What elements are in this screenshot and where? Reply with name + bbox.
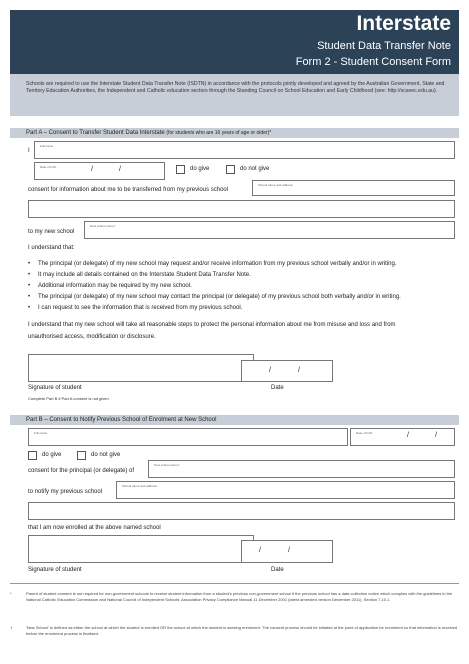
list-item: • The principal (or delegate) of my new school may request and/or receive information from my previous school verbally and/or in writing. [28,259,401,270]
full-name-hint: Full name [40,144,54,148]
do-not-give-label: do not give [240,166,270,172]
part-a-title: Part A – Consent to Transfer Student Data Interstate [26,130,165,136]
footnote-consent [10,591,459,615]
part-b-previous-school-field[interactable] [116,481,455,499]
notify-text: to notify my previous school [28,489,103,495]
intro-text: Schools are required to use the Interstate Student Data Transfer Note (ISDTN) in accordance with the protocols jointly developed and agreed by the Australian Government, State and Territory Education Authorities, the Independent and Catholic education sectors through the Standing Council on School Education and Early Childhood (see: http://scseec.edu.au). [26,81,445,94]
footnote-new-school [10,625,459,643]
footnote-mark: † [10,625,13,630]
date-separator: / [269,367,271,374]
date-label: Date [271,567,284,573]
part-a-note: (for students who are 16 years of age or older)* [166,130,272,136]
list-item: • It may include all details contained on the Interstate Student Data Transfer Note. [28,270,401,281]
do-not-give-label: do not give [91,452,121,458]
list-item: • I can request to see the information that is received from my previous school. [28,303,401,314]
form-header [10,10,459,74]
part-b-do-give-checkbox[interactable] [28,451,37,460]
dob-hint: Date of birth [356,431,373,435]
footnote-mark: * [10,591,12,596]
understand-label: I understand that: [28,245,75,251]
part-b-signature-field[interactable] [28,535,254,563]
part-b-dob-field[interactable] [350,428,455,446]
part-a-previous-school-field[interactable] [252,180,455,196]
part-b-new-school-field[interactable] [148,460,455,478]
new-school-hint: New school name† [90,224,116,228]
footnote-text: Parent of student consent is not required for non-government schools to receive student information from a student's previous non-government school if the previous school has a data collection notice which complies with the guidelines in the National Catholic Education Commission and National Council of Independent Schools' Association Privacy Compliance Manual 11 December 2001 (latest amended version December 2011), Section 7.10.1. [26,591,453,602]
list-item: • Additional information may be required by my new school. [28,281,401,292]
dob-hint: Date of birth [40,165,57,169]
consent-principal-text: consent for the principal (or delegate) of [28,468,135,474]
list-item: • The principal (or delegate) of my new school may contact the principal (or delegate) of my previous school both verbally and/or in writing. [28,292,401,303]
understanding-list [28,259,401,314]
form-number: Form 2 - Student Consent Form [295,56,451,68]
form-subtitle: Student Data Transfer Note [317,40,451,52]
part-a-dob-field[interactable] [34,162,165,180]
date-separator: / [288,547,290,554]
protect-text-line2: unauthorised access, modification or disclosure. [28,334,156,340]
intro-panel [10,74,459,116]
part-a-heading [10,128,459,138]
date-label: Date [271,385,284,391]
full-name-hint: Full name [34,431,48,435]
consent-text: consent for information about me to be transferred from my previous school [28,187,229,193]
footnote-divider [10,583,459,584]
protect-text-line1: I understand that my new school will take all reasonable steps to protect the personal information about me from misuse and loss and from [28,322,396,328]
dob-separator: / [119,166,121,173]
part-a-date-field[interactable] [241,360,333,382]
complete-part-b-note: Complete Part B if Part A consent is not given [28,396,109,401]
part-b-previous-school-field-line2[interactable] [28,502,455,520]
new-school-hint: New school name† [154,463,180,467]
date-separator: / [298,367,300,374]
date-separator: / [259,547,261,554]
part-a-previous-school-field-line2[interactable] [28,200,455,218]
part-a-do-give-checkbox[interactable] [176,165,185,174]
part-b-heading [10,415,459,425]
dob-separator: / [407,432,409,439]
school-address-hint: School name and address [122,484,157,488]
part-a-signature-field[interactable] [28,354,254,382]
form-title: Interstate [356,12,451,35]
do-give-label: do give [42,452,62,458]
part-b-do-not-give-checkbox[interactable] [77,451,86,460]
signature-label: Signature of student [28,567,82,573]
signature-label: Signature of student [28,385,82,391]
enrolled-text: that I am now enrolled at the above named school [28,525,161,531]
i-label: I [28,148,30,154]
part-b-date-field[interactable] [241,540,333,563]
part-a-do-not-give-checkbox[interactable] [226,165,235,174]
dob-separator: / [91,166,93,173]
part-b-full-name-field[interactable] [28,428,348,446]
dob-separator: / [435,432,437,439]
to-new-school-label: to my new school [28,229,75,235]
part-b-title: Part B – Consent to Notify Previous School of Enrolment at New School [26,417,217,423]
school-address-hint: School name and address [258,183,293,187]
part-a-new-school-field[interactable] [84,221,455,239]
do-give-label: do give [190,166,210,172]
part-a-full-name-field[interactable] [34,141,455,159]
footnote-text: 'New School' is defined as either the school at which the student is enrolled OR the school at which the student is seeking enrolment. The consent process should be initiated at the point of application for enrolment so that information is received before the enrolment process is finalised. [26,625,458,636]
